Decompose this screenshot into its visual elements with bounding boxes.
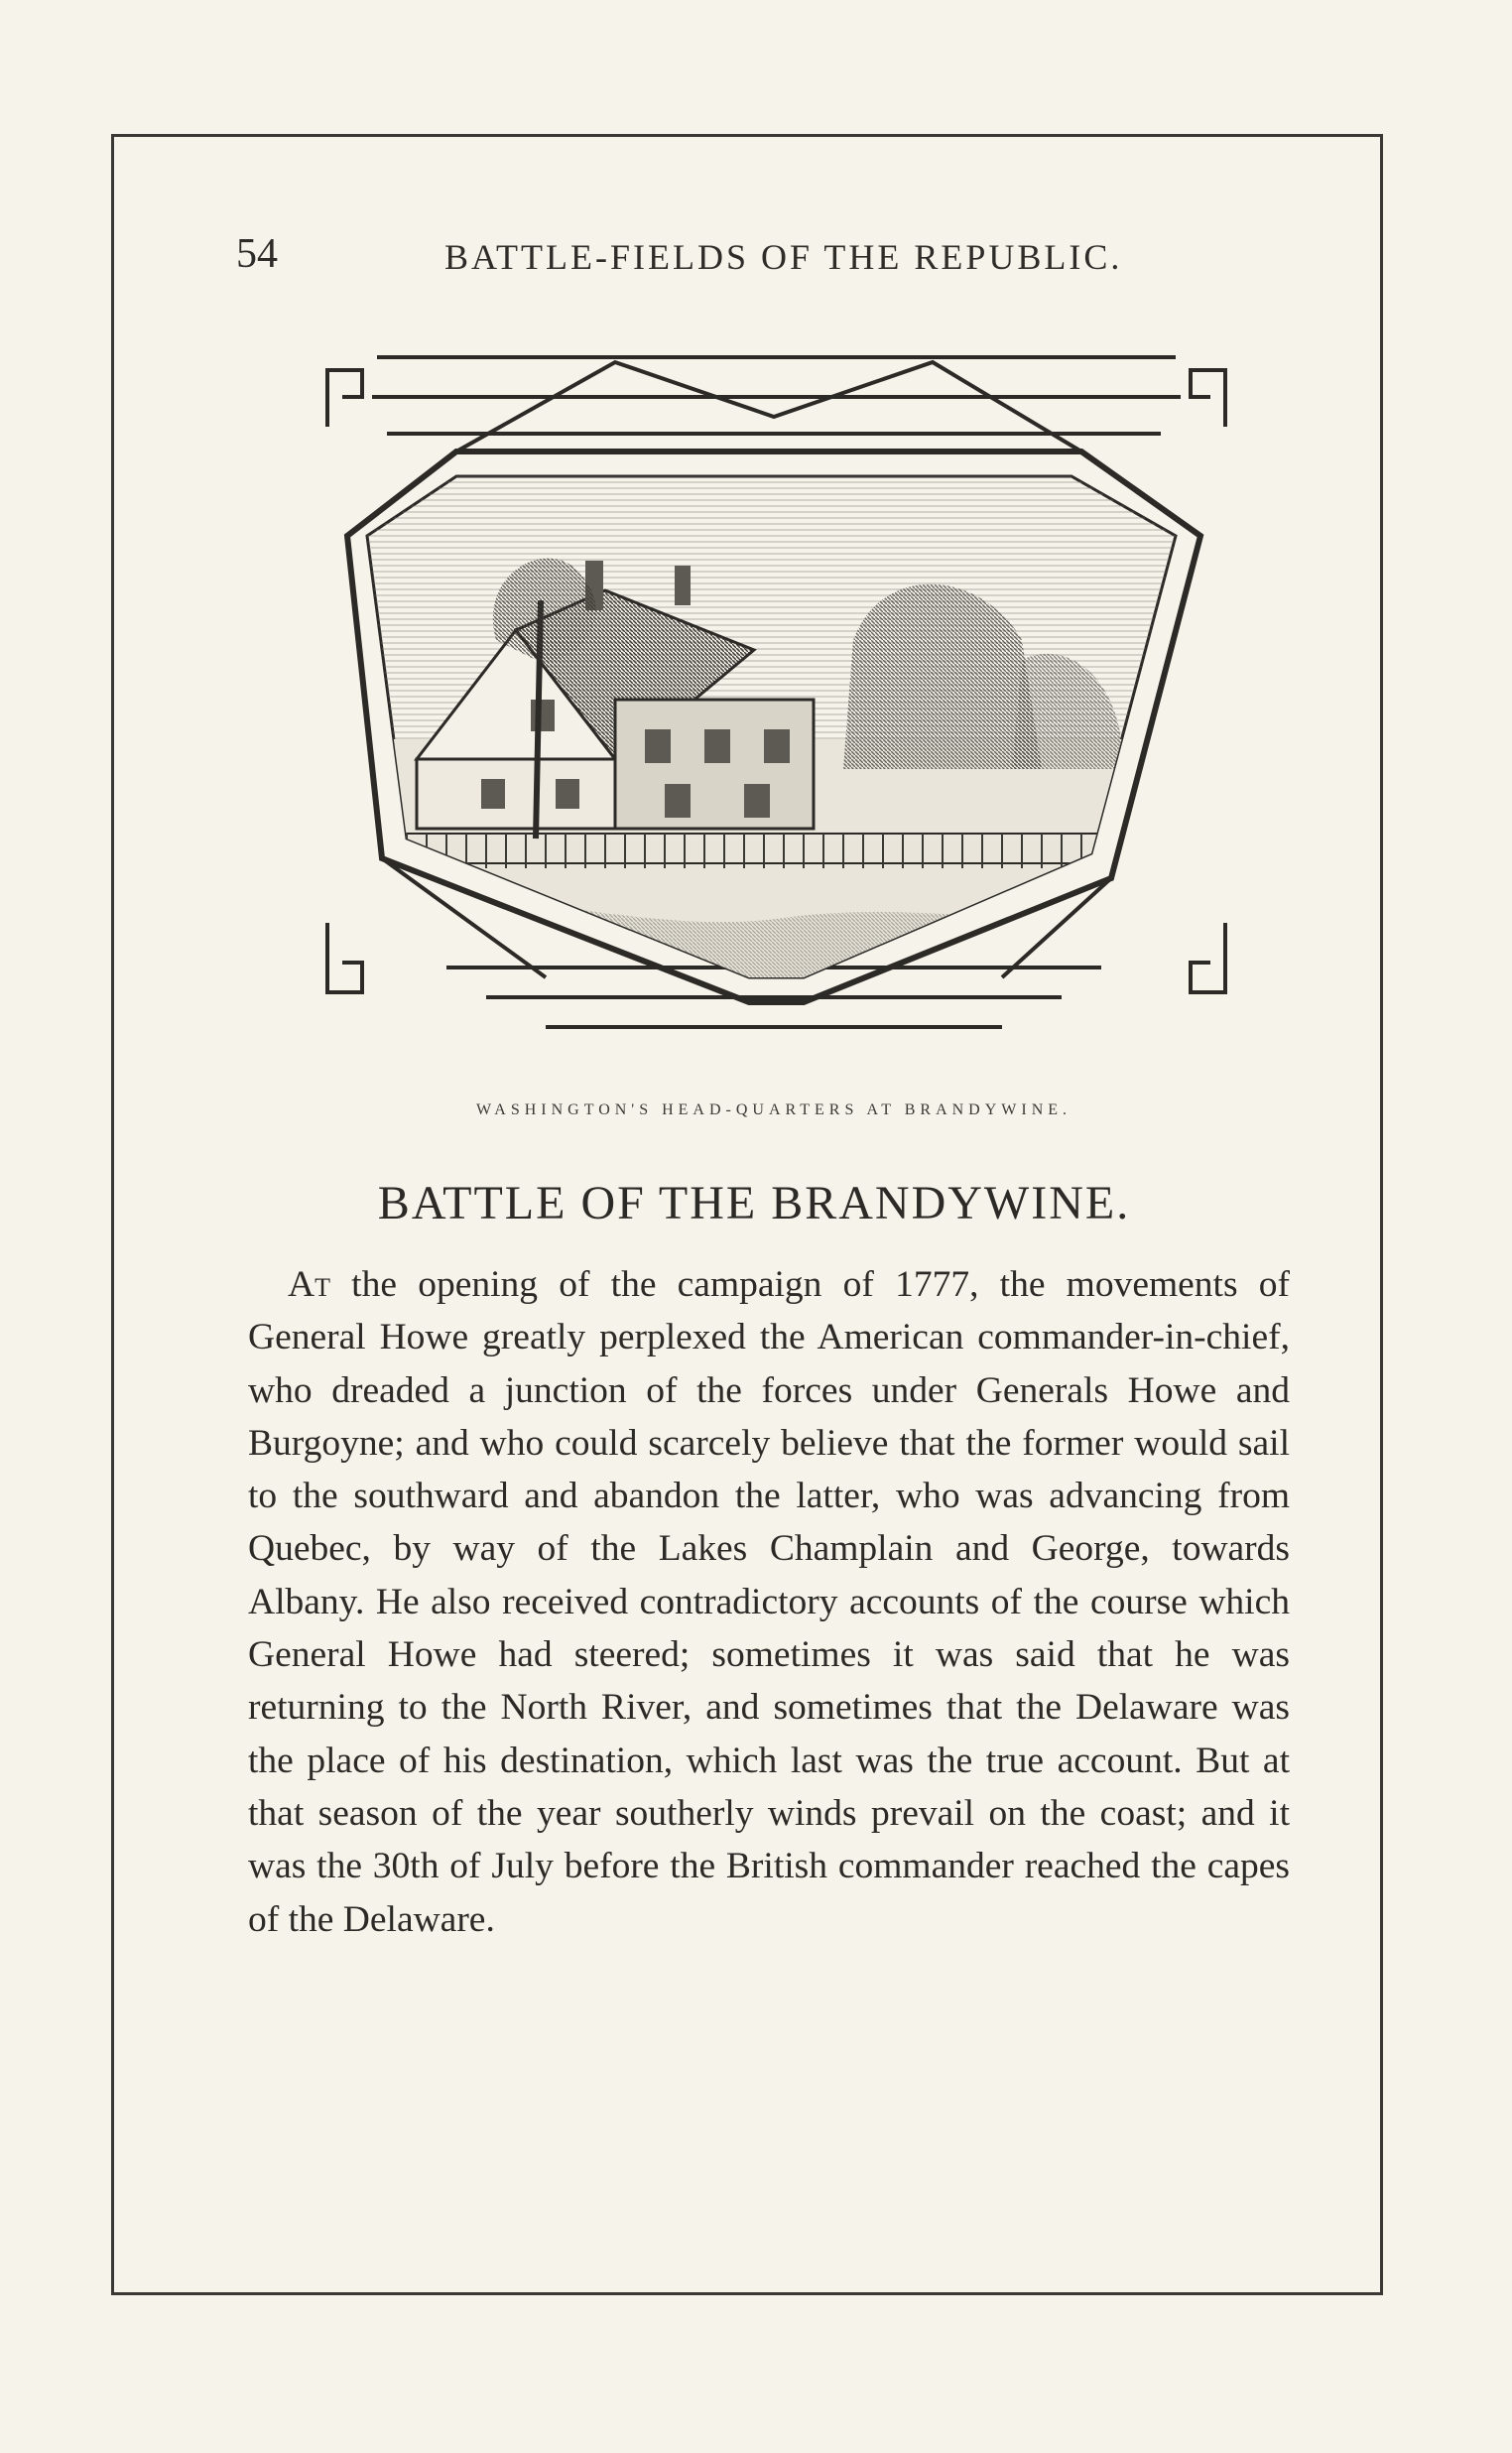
body-paragraph — [248, 1258, 1290, 1946]
illustration-caption: WASHINGTON'S HEAD-QUARTERS AT BRANDYWINE. — [475, 1101, 1072, 1118]
first-word: At — [288, 1264, 330, 1305]
section-title: BATTLE OF THE BRANDYWINE. — [377, 1177, 1131, 1229]
page-number: 54 — [236, 231, 278, 277]
running-head-title: BATTLE-FIELDS OF THE REPUBLIC. — [444, 237, 1123, 277]
paragraph-text: the opening of the campaign of 1777, the movements of General Howe greatly perplexed the American commander-in-chief, who dreaded a junction of the forces under Generals Howe and Burgoyne; and who could scarcely believe that the former would sail to the southward and abandon the latter, who was advancing from Quebec, by way of the Lakes Champlain and George, towards Albany. He also received contradictory accounts of the course which General Howe had steered; sometimes it was said that he was returning to the North River, and sometimes that the Delaware was the place of his destination, which last was the true account. But at that season of the year southerly winds prevail on the coast; and it was the 30th of July before the British commander reached the capes of the Delaware. — [248, 1264, 1290, 1940]
engraving-illustration — [288, 342, 1265, 1082]
house-scene — [347, 452, 1220, 1037]
running-head — [236, 230, 1228, 290]
